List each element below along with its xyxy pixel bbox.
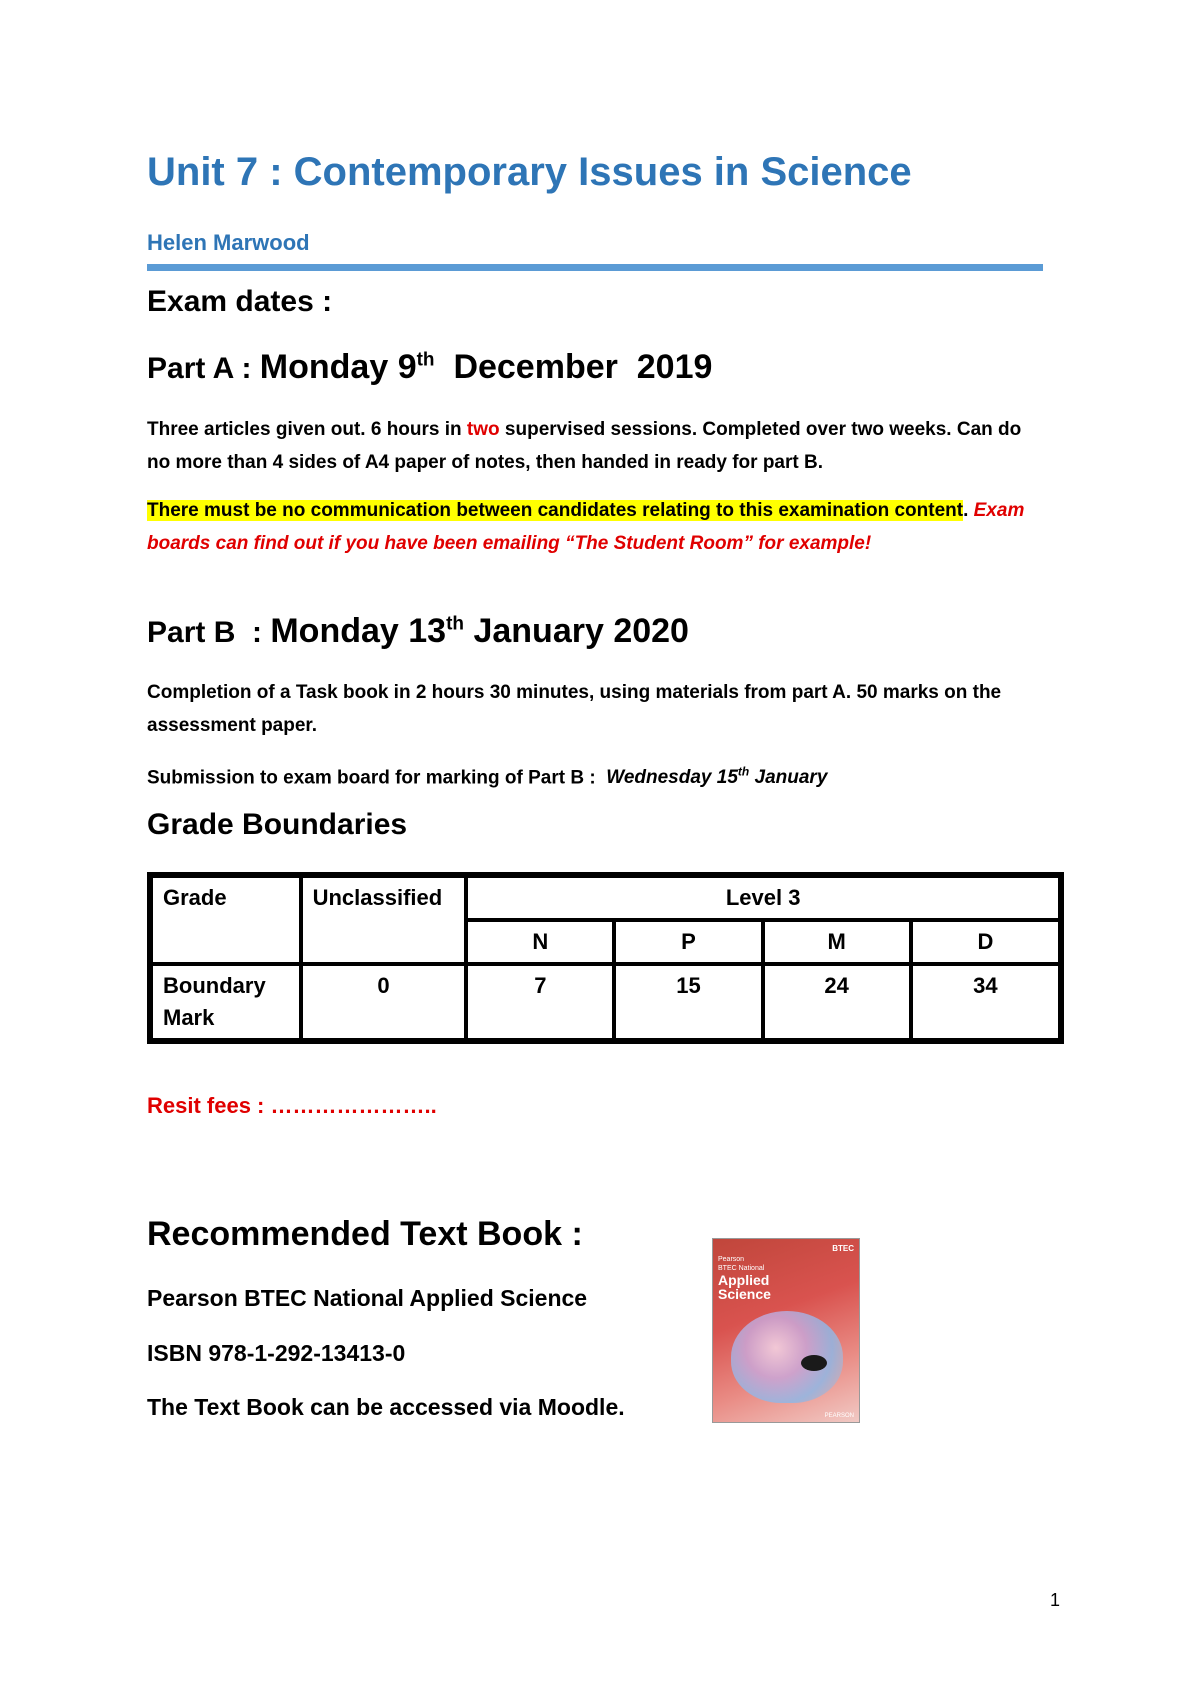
communication-warning: There must be no communication between candidates relating to this examination content. Exam boards can find out if you have been emailing “The Student Room” for example! bbox=[147, 500, 1025, 554]
cover-brand: BTEC bbox=[832, 1244, 854, 1253]
title-divider bbox=[147, 264, 1043, 271]
part-a-red-word: two bbox=[466, 419, 500, 440]
page-title: Unit 7 : Contemporary Issues in Science bbox=[147, 150, 912, 194]
exam-dates-heading: Exam dates : bbox=[147, 285, 333, 318]
cover-handprint-graphic bbox=[731, 1311, 843, 1403]
grade-n-header: N bbox=[466, 920, 614, 964]
cover-publisher: Pearson BTEC National bbox=[718, 1256, 765, 1272]
grade-d-header: D bbox=[911, 920, 1060, 964]
highlighted-warning: There must be no communication between candidates relating to this examination content bbox=[147, 500, 964, 521]
level-3-header: Level 3 bbox=[466, 876, 1060, 920]
author-name: Helen Marwood bbox=[147, 230, 310, 255]
grade-p-value: 15 bbox=[614, 964, 762, 1040]
part-a-heading bbox=[147, 348, 712, 387]
grade-boundaries-heading: Grade Boundaries bbox=[147, 808, 408, 841]
part-a-date: Monday 9th December 2019 bbox=[259, 348, 713, 386]
grade-d-value: 34 bbox=[911, 964, 1060, 1040]
cover-magnifier-graphic bbox=[801, 1355, 827, 1371]
part-b-label: Part B : bbox=[147, 616, 271, 649]
textbook-isbn: ISBN 978-1-292-13413-0 bbox=[147, 1340, 406, 1366]
part-a-description: Three articles given out. 6 hours in two supervised sessions. Completed over two weeks. Can do no more than 4 sides of A4 paper of notes, then handed in ready for part B. bbox=[147, 419, 1022, 473]
table-row bbox=[151, 964, 1060, 1040]
boundary-mark-label: Boundary Mark bbox=[151, 964, 301, 1040]
textbook-heading: Recommended Text Book : bbox=[147, 1215, 583, 1253]
part-b-description: Completion of a Task book in 2 hours 30 minutes, using materials from part A. 50 marks on the assessment paper. bbox=[147, 682, 1002, 736]
part-b-date: Monday 13th January 2020 bbox=[270, 612, 689, 650]
resit-fees: Resit fees : ………………….. bbox=[147, 1093, 437, 1118]
cover-title: Applied Science bbox=[718, 1272, 771, 1302]
part-a-label: Part A : bbox=[147, 352, 260, 385]
grade-n-value: 7 bbox=[466, 964, 614, 1040]
grade-p-header: P bbox=[614, 920, 762, 964]
textbook-title: Pearson BTEC National Applied Science bbox=[147, 1285, 588, 1311]
textbook-access-note: The Text Book can be accessed via Moodle. bbox=[147, 1394, 625, 1420]
grade-boundaries-table bbox=[147, 872, 1064, 1044]
table-header-row bbox=[151, 876, 1060, 920]
exam-board-warning: Exam boards can find out if you have been emailing “The Student Room” for example! bbox=[147, 500, 1025, 554]
cover-footer-brand: PEARSON bbox=[824, 1413, 854, 1419]
grade-header: Grade bbox=[151, 876, 301, 964]
unclassified-header: Unclassified bbox=[301, 876, 467, 964]
submission-date: Wednesday 15th January bbox=[606, 765, 828, 789]
grade-m-header: M bbox=[763, 920, 911, 964]
page-number: 1 bbox=[1050, 1590, 1061, 1610]
grade-m-value: 24 bbox=[763, 964, 911, 1040]
unclassified-value: 0 bbox=[301, 964, 467, 1040]
submission-info: Submission to exam board for marking of Part B : Wednesday 15th January bbox=[147, 765, 828, 789]
part-b-heading bbox=[147, 612, 689, 651]
textbook-cover-image bbox=[712, 1238, 860, 1423]
